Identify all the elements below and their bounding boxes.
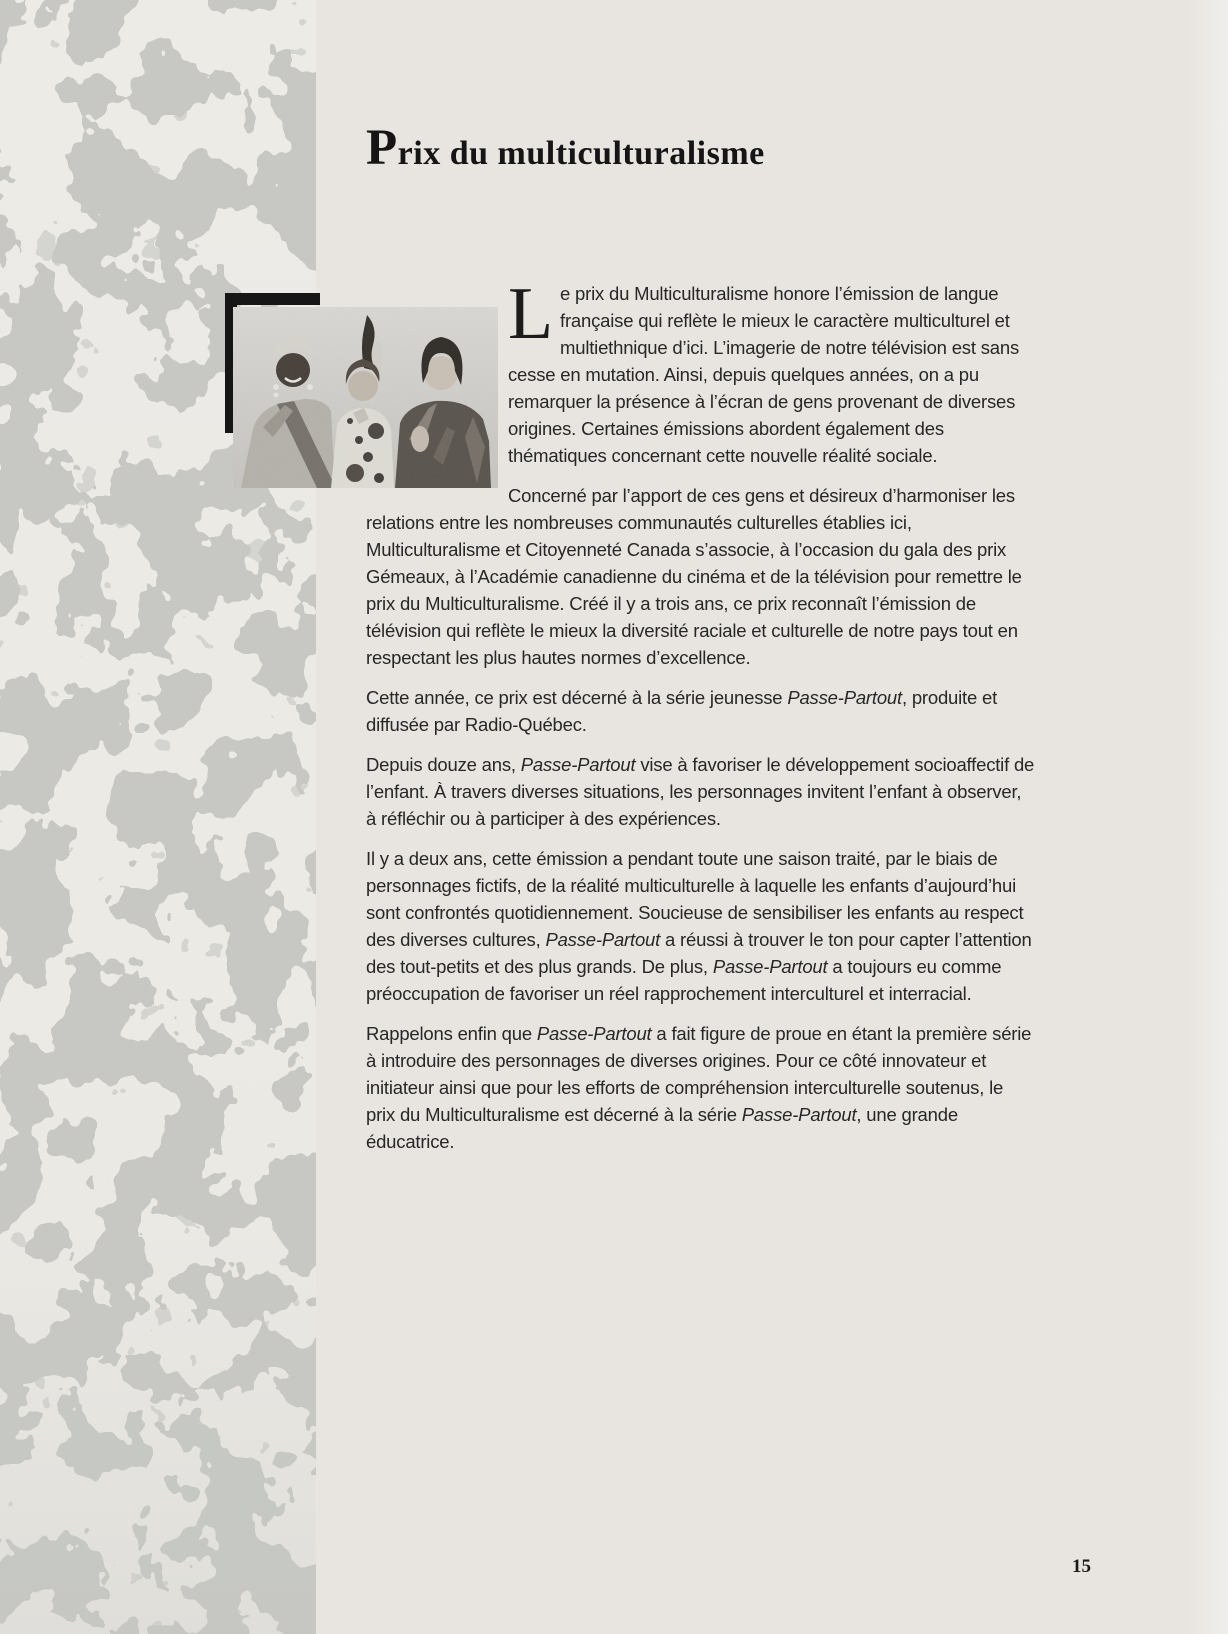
title-initial: P (366, 119, 398, 176)
paragraph (366, 751, 1036, 832)
text-run: e prix du Multiculturalisme honore l’émission de langue française qui reflète le mieux le caractère multiculturel et multiethnique d’ici. L’imagerie de notre télévision est sans cesse en mutation. Ainsi, depuis quelques années, on a pu remarquer la présence à l’écran de gens provenant de diverses origines. Certaines émissions abordent également des thématiques concernant cette nouvelle réalité sociale. (508, 283, 1019, 466)
series-title-italic: Passe-Partout (741, 1104, 857, 1125)
text-run: Rappelons enfin que (366, 1023, 537, 1044)
black-and-white-photo-three-tv-hosts (233, 307, 498, 488)
paragraph (366, 1020, 1036, 1155)
paragraph (366, 845, 1036, 1007)
scan-right-edge-highlight (1188, 0, 1228, 1634)
text-run: vise à favoriser le développement socioaffectif de l’enfant. À travers diverses situations, les personnages invitent l’enfant à observer, à réfléchir ou à participer à des expériences. (366, 754, 1035, 829)
mottled-texture-graphic (0, 0, 316, 1634)
series-title-italic: Passe-Partout (545, 929, 661, 950)
text-run: Depuis douze ans, (366, 754, 521, 775)
text-run: Il y a deux ans, cette émission a pendant toute une saison traité, par le biais de personnages fictifs, de la réalité multiculturelle à laquelle les enfants d’aujourd’hui sont confrontés quotidiennement. Soucieuse de sensibiliser les enfants au respect des diverses cultures, (366, 848, 1024, 950)
text-run: a toujours eu comme préoccupation de favoriser un réel rapprochement interculturel et interracial. (366, 956, 1002, 1004)
text-run: Concerné par l’apport de ces gens et désireux d’harmoniser les relations entre les nombreuses communautés culturelles établies ici, Multiculturalisme et Citoyenneté Canada s’associe, à l’occasion du gala des prix Gémeaux, à l’Académie canadienne du cinéma et de la télévision pour remettre le prix du Multiculturalisme. Créé il y a trois ans, ce prix reconnaît l’émission de télévision qui reflète le mieux la diversité raciale et culturelle de notre pays tout en respectant les plus hautes normes d’excellence. (366, 485, 1022, 668)
title-text: rix du multiculturalisme (397, 134, 765, 172)
text-run: , produite et diffusée par Radio-Québec. (366, 687, 998, 735)
text-run: , une grande éducatrice. (366, 1104, 958, 1152)
paragraph (366, 684, 1036, 738)
page-number: 15 (1072, 1556, 1091, 1577)
text-run: a réussi à trouver le ton pour capter l’attention des tout-petits et des plus grands. De plus, (366, 929, 1032, 977)
series-title-italic: Passe-Partout (536, 1023, 652, 1044)
series-title-italic: Passe-Partout (712, 956, 828, 977)
photo-float (366, 280, 508, 506)
article-body (366, 273, 1036, 1168)
text-run: Cette année, ce prix est décerné à la série jeunesse (366, 687, 788, 708)
series-title-italic: Passe-Partout (520, 754, 636, 775)
series-title-italic: Passe-Partout (787, 687, 902, 708)
paragraph (366, 482, 1036, 671)
dropcap: L (508, 273, 554, 355)
left-texture-band (0, 0, 316, 1634)
text-run: a fait figure de proue en étant la première série à introduire des personnages de diverses origines. Pour ce côté innovateur et initiateur ainsi que pour les efforts de compréhension interculturelle soutenus, le prix du Multiculturalisme est décerné à la série (366, 1023, 1032, 1125)
page-title (366, 119, 765, 177)
